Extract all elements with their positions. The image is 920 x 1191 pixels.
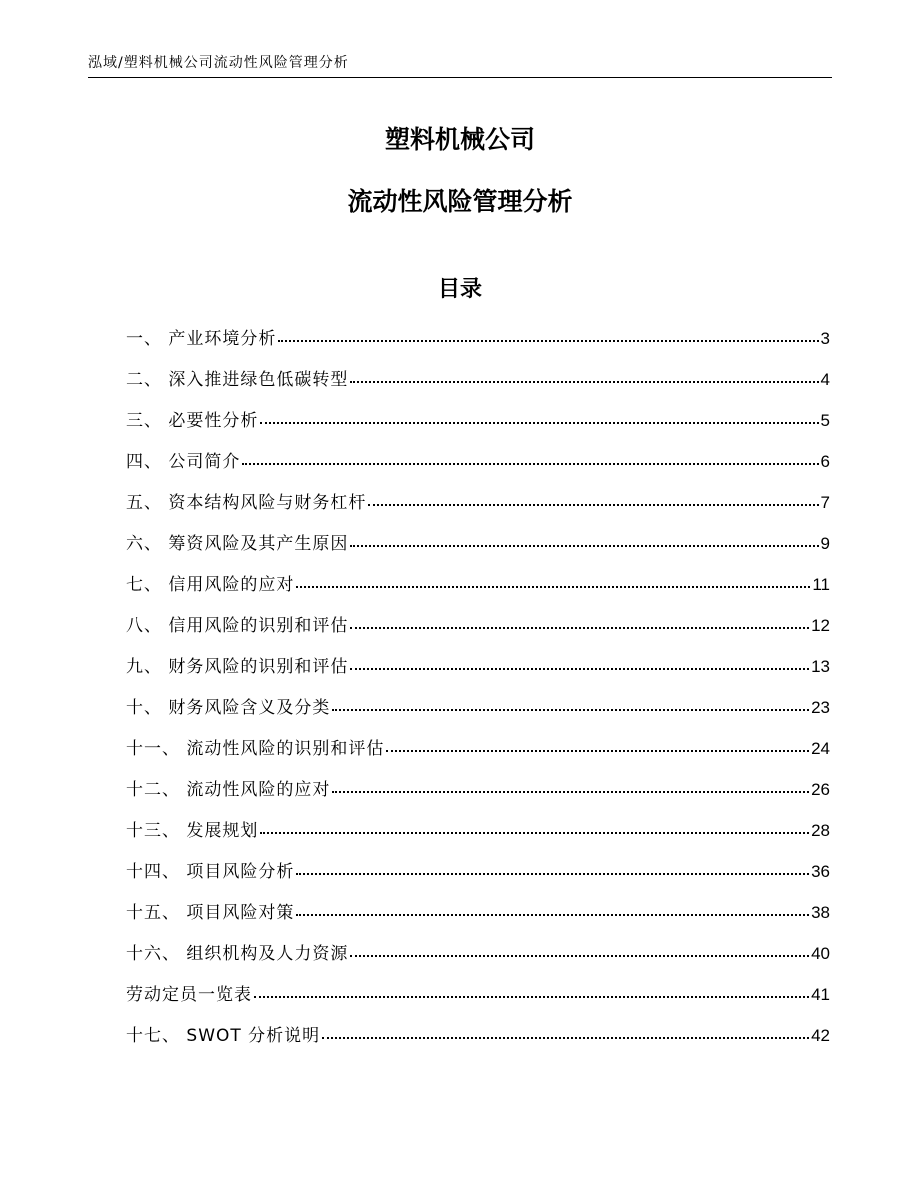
toc-entry-label: 产业环境分析 [168,329,277,349]
toc-entry-number: 八、 [126,616,169,636]
toc-entry-number: 十一、 [126,739,187,759]
toc-entry-label: 公司简介 [168,452,241,472]
toc-entry-number: 三、 [126,411,169,431]
toc-entry-page: 4 [820,370,830,389]
toc-entry-page: 38 [811,903,830,922]
document-title-line2: 流动性风险管理分析 [347,187,573,216]
toc-entry[interactable] [126,406,830,447]
toc-entry-label: 流动性风险的应对 [186,780,331,800]
toc-entry[interactable] [126,652,830,693]
toc-dot-leader [278,340,818,342]
toc-entry-page: 6 [820,452,830,471]
toc-entry-label: 劳动定员一览表 [126,985,252,1005]
toc-entry-label: 筹资风险及其产生原因 [168,534,349,554]
toc-entry-number: 十二、 [126,780,187,800]
toc-entry-number: 九、 [126,657,169,677]
toc-dot-leader [350,545,818,547]
toc-dot-leader [350,381,818,383]
toc-dot-leader [350,627,809,629]
toc-entry[interactable] [126,324,830,365]
toc-entry-label: 项目风险对策 [186,903,295,923]
toc-entry-number: 二、 [126,370,169,390]
toc-dot-leader [322,1037,809,1039]
toc-dot-leader [332,791,809,793]
toc-entry[interactable] [126,939,830,980]
toc-dot-leader [260,422,818,424]
toc-dot-leader [260,832,809,834]
toc-entry-label: 资本结构风险与财务杠杆 [168,493,367,513]
running-header: 泓域/塑料机械公司流动性风险管理分析 [88,55,349,71]
toc-entry-label: 必要性分析 [168,411,259,431]
toc-entry-number: 十五、 [126,903,187,923]
toc-entry-label: 发展规划 [186,821,259,841]
toc-entry-label: 组织机构及人力资源 [186,944,349,964]
toc-entry-number: 四、 [126,452,169,472]
toc-entry-number: 一、 [126,329,169,349]
toc-entry[interactable] [126,529,830,570]
toc-entry-number: 十四、 [126,862,187,882]
toc-entry-number: 七、 [126,575,169,595]
toc-entry-label: 深入推进绿色低碳转型 [168,370,349,390]
toc-entry-number: 五、 [126,493,169,513]
toc-dot-leader [350,955,809,957]
toc-entry-label: 信用风险的应对 [168,575,295,595]
toc-dot-leader [296,873,809,875]
toc-dot-leader [332,709,809,711]
toc-entry-page: 11 [812,575,830,594]
toc-entry-number: 十六、 [126,944,187,964]
toc-entry-label: 项目风险分析 [186,862,295,882]
toc-entry-page: 12 [811,616,830,635]
toc-dot-leader [296,586,810,588]
toc-entry-label: 流动性风险的识别和评估 [186,739,385,759]
toc-dot-leader [386,750,809,752]
toc-entry-page: 23 [811,698,830,717]
toc-entry-label: 财务风险的识别和评估 [168,657,349,677]
toc-entry-label: SWOT 分析说明 [186,1026,321,1046]
toc-entry-number: 六、 [126,534,169,554]
toc-entry[interactable] [126,1021,830,1062]
toc-entry-page: 28 [811,821,830,840]
toc-entry[interactable] [126,980,830,1021]
table-of-contents [126,324,830,1062]
toc-entry[interactable] [126,570,830,611]
toc-entry-page: 36 [811,862,830,881]
toc-entry-label: 财务风险含义及分类 [168,698,331,718]
toc-entry[interactable] [126,775,830,816]
toc-entry[interactable] [126,898,830,939]
toc-entry-label: 信用风险的识别和评估 [168,616,349,636]
toc-entry-page: 3 [820,329,830,348]
toc-entry-page: 42 [811,1026,830,1045]
toc-entry-page: 24 [811,739,830,758]
toc-entry-page: 5 [820,411,830,430]
toc-entry[interactable] [126,816,830,857]
toc-entry[interactable] [126,488,830,529]
toc-entry-page: 40 [811,944,830,963]
toc-entry-page: 26 [811,780,830,799]
toc-dot-leader [242,463,818,465]
toc-entry-number: 十三、 [126,821,187,841]
toc-entry[interactable] [126,447,830,488]
toc-dot-leader [368,504,818,506]
toc-dot-leader [296,914,809,916]
header-divider [88,77,832,78]
toc-entry-page: 9 [820,534,830,553]
toc-dot-leader [350,668,809,670]
toc-heading: 目录 [437,277,482,302]
toc-dot-leader [254,996,809,998]
toc-entry[interactable] [126,857,830,898]
toc-entry-page: 7 [820,493,830,512]
toc-entry-page: 41 [811,985,830,1004]
document-title-line1: 塑料机械公司 [384,125,535,154]
toc-entry[interactable] [126,611,830,652]
toc-entry-number: 十七、 [126,1026,187,1046]
toc-entry-number: 十、 [126,698,169,718]
toc-entry-page: 13 [811,657,830,676]
toc-entry[interactable] [126,734,830,775]
toc-entry[interactable] [126,365,830,406]
toc-entry[interactable] [126,693,830,734]
